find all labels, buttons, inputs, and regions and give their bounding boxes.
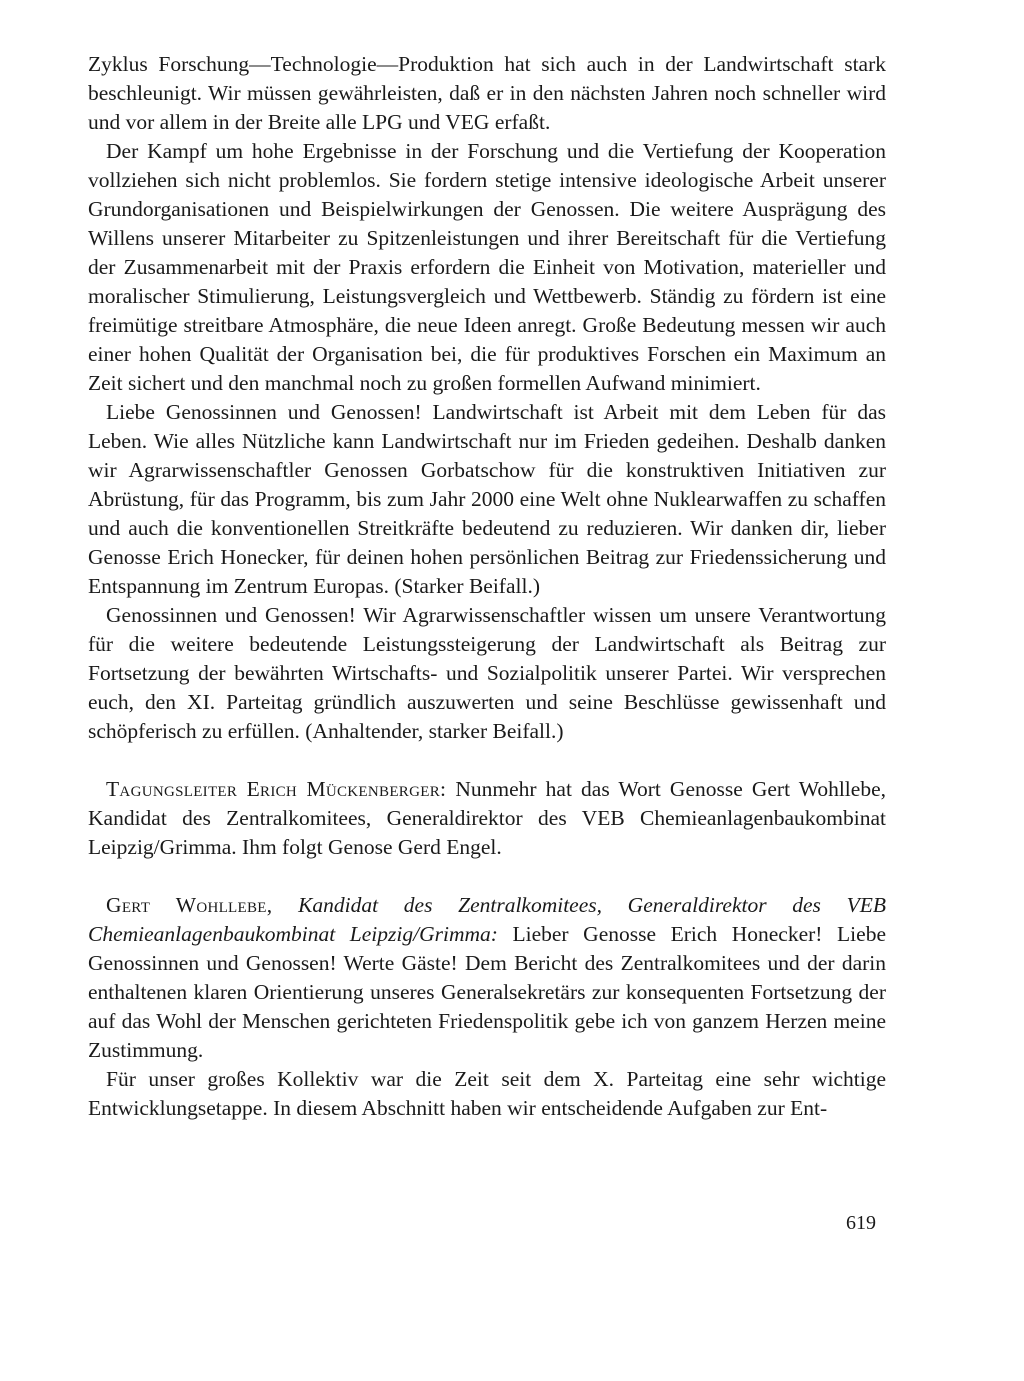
paragraph-2: Der Kampf um hohe Ergebnisse in der Forschung und die Vertiefung der Kooperation vollziehen sich nicht problemlos. Sie fordern stetige intensive ideologische Arbeit unserer Grundorganisationen und Beispielwirkungen der Genossen. Die weitere Ausprägung des Willens unserer Mitarbeiter zu Spitzenleistungen und ihrer Bereitschaft für die Vertiefung der Zusammenarbeit mit der Praxis erfordern die Einheit von Motivation, materieller und moralischer Stimulierung, Leistungsvergleich und Wettbewerb. Ständig zu fördern ist eine freimütige streitbare Atmosphäre, die neue Ideen anregt. Große Bedeutung messen wir auch einer hohen Qualität der Organisation bei, die für produktives Forschen ein Maximum an Zeit sichert und den manchmal noch zu großen formellen Aufwand minimiert.	[88, 139, 886, 395]
paragraph-1: Zyklus Forschung—Technologie—Produktion hat sich auch in der Landwirtschaft stark beschleunigt. Wir müssen gewährleisten, daß er in den nächsten Jahren noch schneller wird und vor allem in der Breite alle LPG und VEG erfaßt.	[88, 52, 886, 134]
speech-speaker: Gert Wohllebe,	[106, 893, 273, 917]
speech-continuation: Für unser großes Kollektiv war die Zeit seit dem X. Parteitag eine sehr wichtige Entwicklungsetappe. In diesem Abschnitt haben wir entscheidende Aufgaben zur Ent-	[88, 1067, 886, 1120]
paragraph-4: Genossinnen und Genossen! Wir Agrarwissenschaftler wissen um unsere Verantwortung für die weitere bedeutende Leistungssteigerung der Landwirtschaft als Beitrag zur Fortsetzung der bewährten Wirtschafts- und Sozialpolitik unserer Partei. Wir versprechen euch, den XI. Parteitag gründlich auszuwerten und seine Beschlüsse gewissenhaft und schöpferisch zu erfüllen. (Anhaltender, starker Beifall.)	[88, 603, 886, 743]
paragraph-3: Liebe Genossinnen und Genossen! Landwirtschaft ist Arbeit mit dem Leben für das Leben. Wie alles Nützliche kann Landwirtschaft nur im Frieden gedeihen. Deshalb danken wir Agrarwissenschaftler Genossen Gorbatschow für die konstruktiven Initiativen zur Abrüstung, für das Programm, bis zum Jahr 2000 eine Welt ohne Nuklearwaffen zu schaffen und auch die konventionellen Streitkräfte bedeutend zu reduzieren. Wir danken dir, lieber Genosse Erich Honecker, für deinen hohen persönlichen Beitrag zur Friedenssicherung und Entspannung im Zentrum Europas. (Starker Beifall.)	[88, 400, 886, 598]
document-page	[88, 50, 886, 1123]
chair-remark	[88, 775, 886, 862]
chair-remark-text: Nunmehr hat das Wort Genosse Gert Wohllebe, Kandidat des Zentralkomitees, Generaldirektor des VEB Chemieanlagenbaukombinat Leipzig/Grimma. Ihm folgt Genose Gerd Engel.	[88, 777, 886, 859]
speech-speaker-title: Kandidat des Zentralkomitees, Generaldirektor des VEB Chemieanlagenbaukombinat Leipzig/Grimma:	[88, 893, 886, 946]
speech-intro	[88, 891, 886, 1065]
speech-text: Lieber Genosse Erich Honecker! Liebe Genossinnen und Genossen! Werte Gäste! Dem Bericht des Zentralkomitees und der darin enthaltenen klaren Orientierung unseres Generalsekretärs zur konsequenten Fortsetzung der auf das Wohl der Menschen gerichteten Friedenspolitik gebe ich von ganzem Herzen meine Zustimmung.	[88, 922, 886, 1062]
chair-speaker: Tagungsleiter Erich Mückenberger:	[106, 777, 447, 801]
page-number: 619	[846, 1212, 876, 1234]
